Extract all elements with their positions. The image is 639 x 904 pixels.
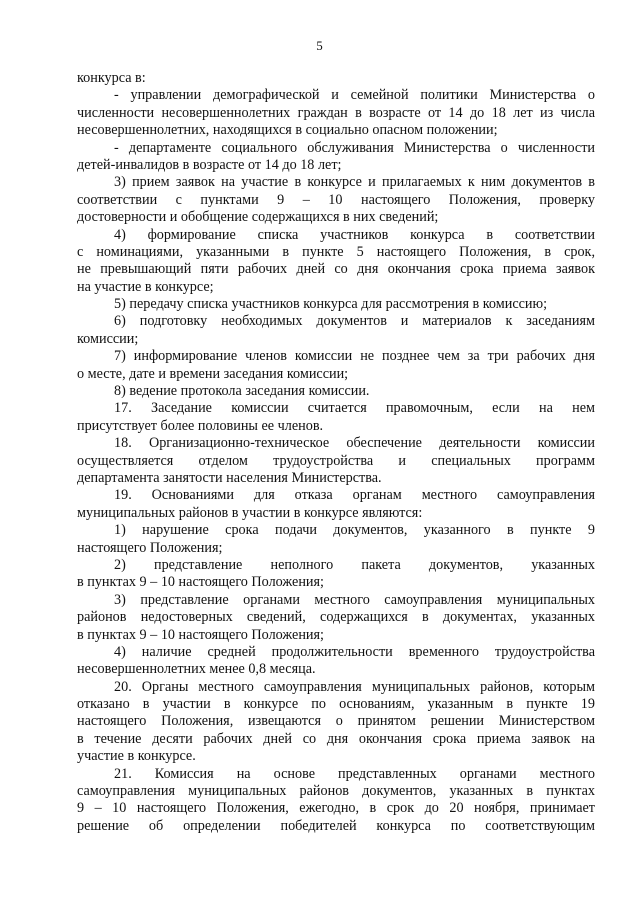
text-line: 4) наличие средней продолжительности временного трудоустройства (114, 643, 595, 660)
text-line: достоверности и обобщение содержащихся в них сведений; (77, 209, 439, 226)
text-line: комиссии; (77, 330, 139, 347)
document-body (77, 70, 595, 835)
text-line: в пунктах 9 – 10 настоящего Положения; (77, 574, 324, 591)
text-line: 8) ведение протокола заседания комиссии. (114, 383, 370, 400)
text-line: - управлении демографической и семейной политики Министерства о (114, 87, 595, 104)
text-line: самоуправления муниципальных районов документов, указанных в пунктах (77, 783, 595, 800)
text-line: 3) прием заявок на участие в конкурсе и прилагаемых к ним документов в (114, 174, 595, 191)
text-line: численности несовершеннолетних граждан в возрасте от 14 до 18 лет из числа (77, 104, 595, 121)
text-line: участие в конкурсе. (77, 748, 196, 765)
text-line: районов недостоверных сведений, содержащихся в документах, указанных (77, 609, 595, 626)
text-line: настоящего Положения; (77, 539, 223, 556)
text-line: 19. Основаниями для отказа органам местного самоуправления (114, 487, 595, 504)
text-line: 5) передачу списка участников конкурса для рассмотрения в комиссию; (114, 296, 548, 313)
text-line: 7) информирование членов комиссии не позднее чем за три рабочих дня (114, 348, 595, 365)
text-line: не превышающий пяти рабочих дней со дня окончания срока приема заявок (77, 261, 595, 278)
text-line: 18. Организационно-техническое обеспечение деятельности комиссии (114, 435, 595, 452)
text-line: 20. Органы местного самоуправления муниципальных районов, которым (114, 678, 595, 695)
text-line: 6) подготовку необходимых документов и материалов к заседаниям (114, 313, 595, 330)
text-line: детей-инвалидов в возрасте от 14 до 18 лет; (77, 156, 342, 173)
text-line: настоящего Положения, извещаются о принятом решении Министерством (77, 713, 595, 730)
text-line: осуществляется отделом трудоустройства и специальных программ (77, 452, 595, 469)
text-line: с номинациями, указанными в пункте 5 настоящего Положения, в срок, (77, 243, 595, 260)
text-line: о месте, дате и времени заседания комиссии; (77, 365, 349, 382)
text-line: на участие в конкурсе; (77, 278, 214, 295)
text-line: муниципальных районов в участии в конкурсе являются: (77, 504, 423, 521)
text-line: департамента занятости населения Министерства. (77, 469, 382, 486)
text-line: решение об определении победителей конкурса по соответствующим (77, 817, 595, 834)
text-line: несовершеннолетних менее 0,8 месяца. (77, 661, 316, 678)
text-line: 3) представление органами местного самоуправления муниципальных (114, 591, 595, 608)
text-line: 1) нарушение срока подачи документов, указанного в пункте 9 (114, 522, 595, 539)
page-number: 5 (316, 38, 323, 53)
text-line: в пунктах 9 – 10 настоящего Положения; (77, 626, 324, 643)
text-line: конкурса в: (77, 70, 146, 86)
text-line: 17. Заседание комиссии считается правомочным, если на нем (114, 400, 595, 417)
text-line: несовершеннолетних, находящихся в социально опасном положении; (77, 122, 498, 139)
text-line: - департаменте социального обслуживания Министерства о численности (114, 139, 595, 156)
text-line: в течение десяти рабочих дней со дня окончания срока приема заявок на (77, 730, 595, 747)
text-line: 9 – 10 настоящего Положения, ежегодно, в срок до 20 ноября, принимает (77, 800, 595, 817)
text-line: 2) представление неполного пакета документов, указанных (114, 556, 595, 573)
text-line: 21. Комиссия на основе представленных органами местного (114, 765, 595, 782)
text-line: 4) формирование списка участников конкурса в соответствии (114, 226, 595, 243)
text-line: отказано в участии в конкурсе по основаниям, указанным в пункте 19 (77, 696, 595, 713)
text-line: присутствует более половины ее членов. (77, 417, 324, 434)
text-line: соответствии с пунктами 9 – 10 настоящего Положения, проверку (77, 191, 595, 208)
